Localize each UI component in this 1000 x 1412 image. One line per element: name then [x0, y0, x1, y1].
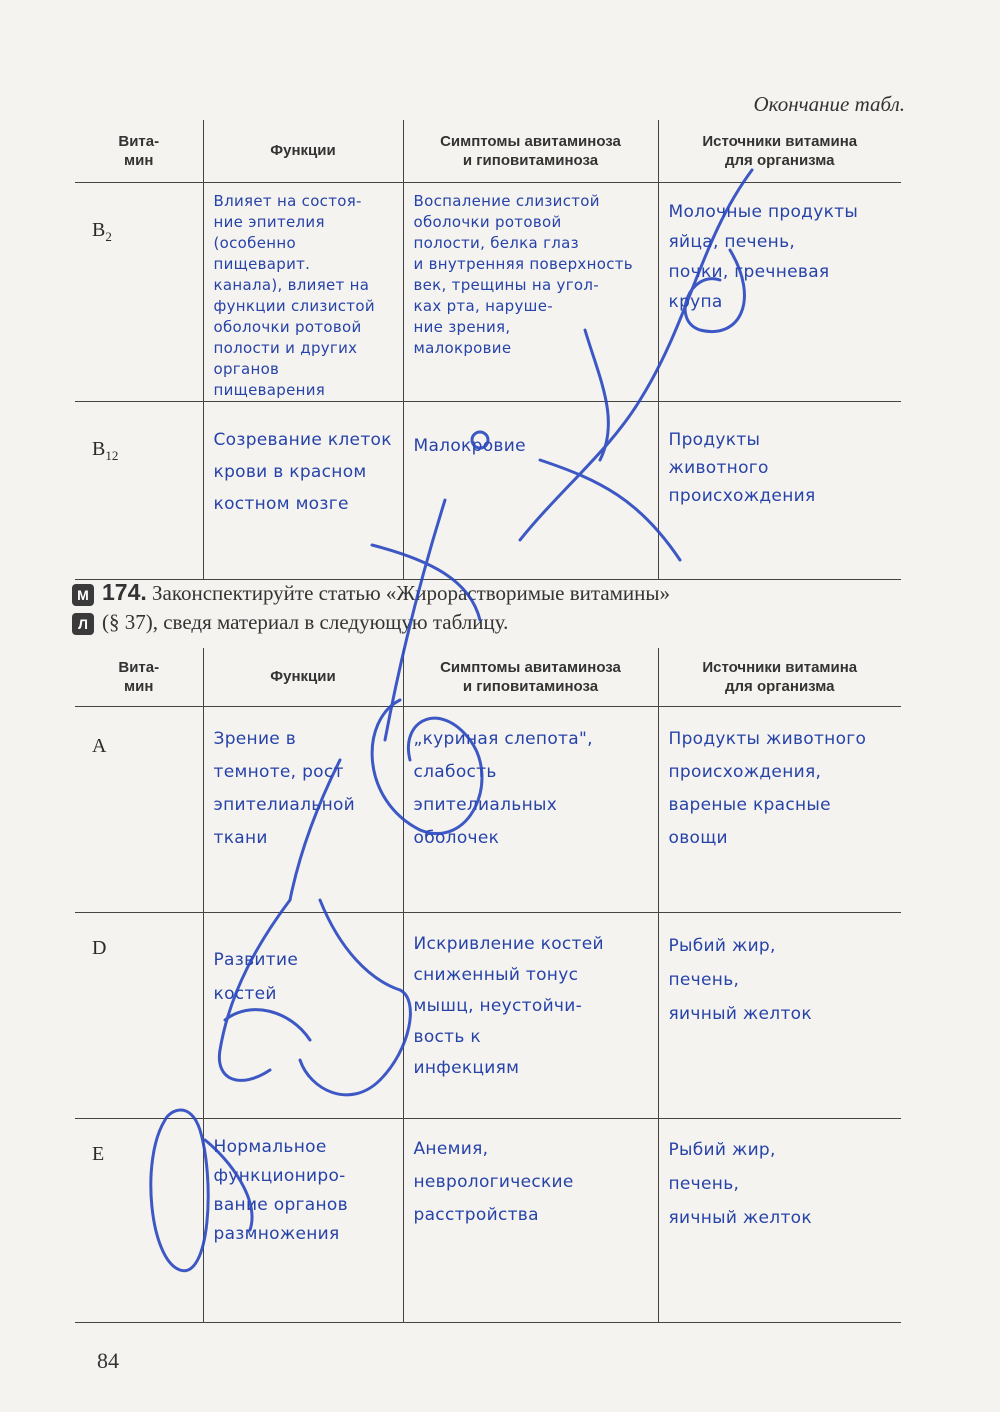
sources-cell[interactable]: Рыбий жир, печень, яичный желток: [658, 1118, 901, 1322]
vitamin-table-water-soluble: [75, 120, 901, 580]
table-continuation-caption: Окончание табл.: [753, 92, 905, 116]
col-header-symptoms: Симптомы авитаминоза и гиповитаминоза: [403, 120, 658, 182]
col-header-sources: Источники витамина для организма: [658, 120, 901, 182]
badge-m: М: [72, 584, 94, 606]
functions-cell[interactable]: Зрение в темноте, рост эпителиальной ткани: [203, 706, 403, 912]
task-number: 174.: [102, 579, 147, 605]
vitamin-cell: $B_2$: [75, 182, 203, 401]
task-text-line2: (§ 37), сведя материал в следующую таблицу.: [102, 610, 509, 634]
vitamin-cell: A: [75, 706, 203, 912]
symptoms-cell[interactable]: Малокровие: [403, 401, 658, 579]
col-header-vitamin: Вита- мин: [75, 648, 203, 706]
symptoms-cell[interactable]: Анемия, неврологические расстройства: [403, 1118, 658, 1322]
vitamin-cell: E: [75, 1118, 203, 1322]
symptoms-cell[interactable]: Искривление костей сниженный тонус мышц, неустойчи- вость к инфекциям: [403, 912, 658, 1118]
symptoms-cell[interactable]: Воспаление слизистой оболочки ротовой полости, белка глаз и внутренняя поверхность век, трещины на угол- ках рта, наруше- ние зрения, малокровие: [403, 182, 658, 401]
col-header-symptoms: Симптомы авитаминоза и гиповитаминоза: [403, 648, 658, 706]
col-header-vitamin: Вита- мин: [75, 120, 203, 182]
sources-cell[interactable]: Продукты животного происхождения, вареные красные овощи: [658, 706, 901, 912]
vitamin-table-fat-soluble: [75, 648, 901, 1323]
col-header-functions: Функции: [203, 120, 403, 182]
page-number: 84: [97, 1348, 119, 1373]
badge-l: Л: [72, 613, 94, 635]
sources-cell[interactable]: Рыбий жир, печень, яичный желток: [658, 912, 901, 1118]
table-row: [75, 401, 901, 579]
vitamin-cell: $B_{12}$: [75, 401, 203, 579]
table-row: [75, 1118, 901, 1322]
sources-cell[interactable]: Молочные продукты яйца, печень, почки, гречневая крупа: [658, 182, 901, 401]
table-row: [75, 912, 901, 1118]
functions-cell[interactable]: Нормальное функциониро- вание органов размножения: [203, 1118, 403, 1322]
task-text-line1: Законспектируйте статью «Жирорастворимые витамины»: [152, 581, 671, 605]
functions-cell[interactable]: Влияет на состоя- ние эпителия (особенно пищеварит. канала), влияет на функции слизистой оболочки ротовой полости и других органов пищеварения: [203, 182, 403, 401]
table-row: [75, 706, 901, 912]
sources-cell[interactable]: Продукты животного происхождения: [658, 401, 901, 579]
col-header-functions: Функции: [203, 648, 403, 706]
functions-cell[interactable]: Развитие костей: [203, 912, 403, 1118]
symptoms-cell[interactable]: „куриная слепота", слабость эпителиальных оболочек: [403, 706, 658, 912]
vitamin-cell: D: [75, 912, 203, 1118]
table-row: [75, 182, 901, 401]
col-header-sources: Источники витамина для организма: [658, 648, 901, 706]
task-174: [72, 578, 670, 637]
functions-cell[interactable]: Созревание клеток крови в красном костном мозге: [203, 401, 403, 579]
